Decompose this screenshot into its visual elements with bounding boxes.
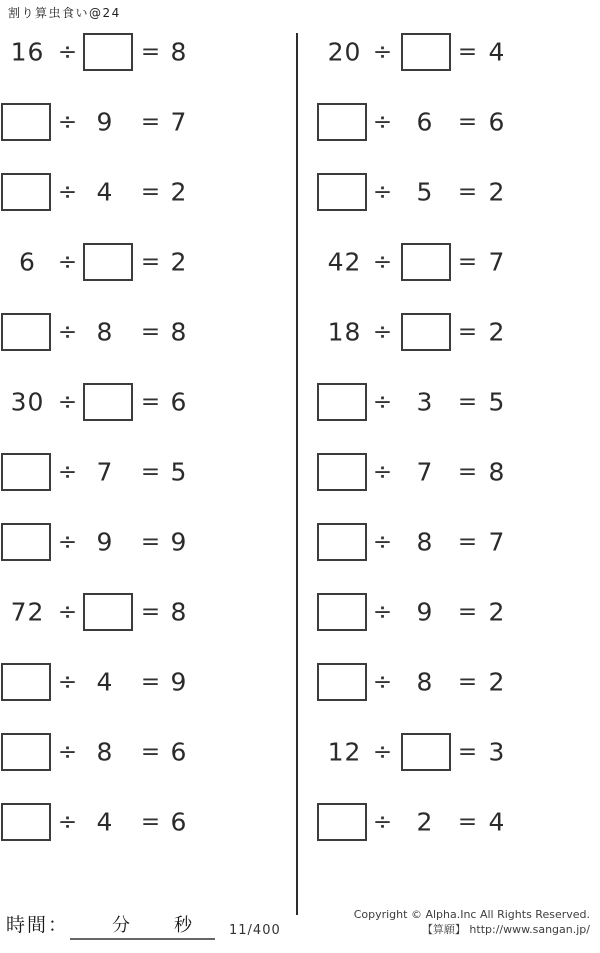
dividend-value: 30 (10, 387, 45, 417)
equals-icon: = (140, 599, 162, 625)
divisor-value: 8 (96, 317, 114, 347)
quotient-value: 2 (488, 317, 506, 347)
quotient-value: 6 (170, 387, 188, 417)
answer-box-dividend[interactable] (1, 453, 51, 491)
divisor-value: 6 (416, 107, 434, 137)
answer-box-dividend[interactable] (317, 383, 367, 421)
seconds-label: 秒 (174, 915, 193, 936)
equals-icon: = (140, 319, 162, 345)
problem-row-right-9 (297, 577, 600, 647)
quotient-value: 7 (488, 247, 506, 277)
problem-row-left-3 (0, 157, 297, 227)
problem-row-right-1 (297, 17, 600, 87)
divide-icon: ÷ (372, 109, 394, 135)
answer-box-dividend[interactable] (317, 453, 367, 491)
equals-icon: = (457, 809, 479, 835)
equals-icon: = (457, 39, 479, 65)
problem-row-left-2 (0, 87, 297, 157)
minutes-label: 分 (112, 915, 131, 936)
equals-icon: = (140, 529, 162, 555)
divide-icon: ÷ (57, 179, 79, 205)
quotient-value: 6 (170, 737, 188, 767)
answer-box-dividend[interactable] (317, 173, 367, 211)
divide-icon: ÷ (57, 249, 79, 275)
quotient-value: 6 (170, 807, 188, 837)
equals-icon: = (457, 319, 479, 345)
quotient-value: 4 (488, 807, 506, 837)
dividend-value: 42 (327, 247, 362, 277)
problems-column-right (297, 17, 600, 857)
copyright-line2: 【算願】 http://www.sangan.jp/ (421, 923, 590, 936)
answer-box-divisor[interactable] (401, 243, 451, 281)
quotient-value: 5 (170, 457, 188, 487)
answer-box-dividend[interactable] (317, 103, 367, 141)
equals-icon: = (457, 459, 479, 485)
problem-row-left-5 (0, 297, 297, 367)
problem-row-left-8 (0, 507, 297, 577)
problem-row-right-6 (297, 367, 600, 437)
answer-box-dividend[interactable] (1, 103, 51, 141)
answer-box-dividend[interactable] (1, 803, 51, 841)
divisor-value: 9 (96, 527, 114, 557)
answer-box-dividend[interactable] (1, 173, 51, 211)
quotient-value: 9 (170, 667, 188, 697)
divisor-value: 4 (96, 667, 114, 697)
divide-icon: ÷ (372, 179, 394, 205)
answer-box-divisor[interactable] (401, 733, 451, 771)
divide-icon: ÷ (57, 389, 79, 415)
divide-icon: ÷ (57, 109, 79, 135)
quotient-value: 9 (170, 527, 188, 557)
dividend-value: 20 (327, 37, 362, 67)
divisor-value: 8 (416, 667, 434, 697)
answer-box-divisor[interactable] (83, 33, 133, 71)
quotient-value: 8 (170, 317, 188, 347)
divisor-value: 5 (416, 177, 434, 207)
divide-icon: ÷ (57, 39, 79, 65)
answer-box-dividend[interactable] (1, 733, 51, 771)
divide-icon: ÷ (372, 249, 394, 275)
divide-icon: ÷ (57, 319, 79, 345)
equals-icon: = (457, 249, 479, 275)
dividend-value: 72 (10, 597, 45, 627)
time-label: 時間： (6, 914, 70, 936)
divide-icon: ÷ (57, 739, 79, 765)
quotient-value: 7 (488, 527, 506, 557)
problem-row-left-11 (0, 717, 297, 787)
answer-box-divisor[interactable] (83, 383, 133, 421)
problem-row-left-7 (0, 437, 297, 507)
divide-icon: ÷ (372, 739, 394, 765)
answer-box-dividend[interactable] (1, 663, 51, 701)
problem-row-right-3 (297, 157, 600, 227)
answer-box-dividend[interactable] (1, 313, 51, 351)
divide-icon: ÷ (372, 529, 394, 555)
equals-icon: = (140, 669, 162, 695)
equals-icon: = (457, 739, 479, 765)
divisor-value: 9 (96, 107, 114, 137)
equals-icon: = (140, 459, 162, 485)
divisor-value: 8 (96, 737, 114, 767)
equals-icon: = (140, 739, 162, 765)
problem-row-left-10 (0, 647, 297, 717)
equals-icon: = (140, 109, 162, 135)
equals-icon: = (140, 249, 162, 275)
problem-row-left-1 (0, 17, 297, 87)
divide-icon: ÷ (57, 669, 79, 695)
quotient-value: 8 (170, 37, 188, 67)
problem-row-right-4 (297, 227, 600, 297)
problem-row-left-9 (0, 577, 297, 647)
problems-column-left (0, 17, 297, 857)
dividend-value: 12 (327, 737, 362, 767)
quotient-value: 7 (170, 107, 188, 137)
problem-row-right-8 (297, 507, 600, 577)
equals-icon: = (457, 669, 479, 695)
time-fill-line[interactable] (70, 911, 215, 940)
problem-row-right-2 (297, 87, 600, 157)
equals-icon: = (140, 39, 162, 65)
divisor-value: 3 (416, 387, 434, 417)
page-number: 11/400 (229, 923, 281, 938)
copyright (354, 907, 590, 937)
equals-icon: = (457, 389, 479, 415)
equals-icon: = (140, 389, 162, 415)
dividend-value: 18 (327, 317, 362, 347)
copyright-line1: Copyright © Alpha.Inc All Rights Reserved. (353, 908, 590, 921)
equals-icon: = (457, 109, 479, 135)
divide-icon: ÷ (372, 39, 394, 65)
answer-box-divisor[interactable] (83, 243, 133, 281)
problem-row-right-5 (297, 297, 600, 367)
divide-icon: ÷ (57, 599, 79, 625)
divide-icon: ÷ (372, 389, 394, 415)
divide-icon: ÷ (57, 459, 79, 485)
answer-box-dividend[interactable] (317, 803, 367, 841)
quotient-value: 8 (170, 597, 188, 627)
quotient-value: 6 (488, 107, 506, 137)
problem-row-right-7 (297, 437, 600, 507)
divisor-value: 7 (416, 457, 434, 487)
problem-row-right-11 (297, 717, 600, 787)
worksheet-title: 割り算虫食い@24 (8, 6, 121, 20)
equals-icon: = (457, 599, 479, 625)
quotient-value: 2 (488, 177, 506, 207)
quotient-value: 5 (488, 387, 506, 417)
quotient-value: 2 (488, 667, 506, 697)
problem-row-right-10 (297, 647, 600, 717)
quotient-value: 2 (170, 247, 188, 277)
divide-icon: ÷ (372, 809, 394, 835)
divide-icon: ÷ (372, 669, 394, 695)
equals-icon: = (457, 529, 479, 555)
quotient-value: 3 (488, 737, 506, 767)
divisor-value: 4 (96, 177, 114, 207)
quotient-value: 2 (488, 597, 506, 627)
problem-row-left-6 (0, 367, 297, 437)
answer-box-dividend[interactable] (1, 523, 51, 561)
time-entry-area (6, 910, 215, 940)
divisor-value: 7 (96, 457, 114, 487)
divide-icon: ÷ (372, 599, 394, 625)
quotient-value: 2 (170, 177, 188, 207)
problem-row-right-12 (297, 787, 600, 857)
quotient-value: 4 (488, 37, 506, 67)
divisor-value: 4 (96, 807, 114, 837)
divisor-value: 2 (416, 807, 434, 837)
answer-box-dividend[interactable] (317, 523, 367, 561)
equals-icon: = (140, 809, 162, 835)
answer-box-divisor[interactable] (401, 33, 451, 71)
answer-box-dividend[interactable] (317, 663, 367, 701)
divide-icon: ÷ (372, 459, 394, 485)
equals-icon: = (140, 179, 162, 205)
answer-box-divisor[interactable] (401, 313, 451, 351)
dividend-value: 6 (19, 247, 36, 277)
divisor-value: 8 (416, 527, 434, 557)
answer-box-divisor[interactable] (83, 593, 133, 631)
divide-icon: ÷ (372, 319, 394, 345)
problem-row-left-4 (0, 227, 297, 297)
answer-box-dividend[interactable] (317, 593, 367, 631)
divide-icon: ÷ (57, 809, 79, 835)
problem-row-left-12 (0, 787, 297, 857)
dividend-value: 16 (10, 37, 45, 67)
divide-icon: ÷ (57, 529, 79, 555)
equals-icon: = (457, 179, 479, 205)
quotient-value: 8 (488, 457, 506, 487)
divisor-value: 9 (416, 597, 434, 627)
